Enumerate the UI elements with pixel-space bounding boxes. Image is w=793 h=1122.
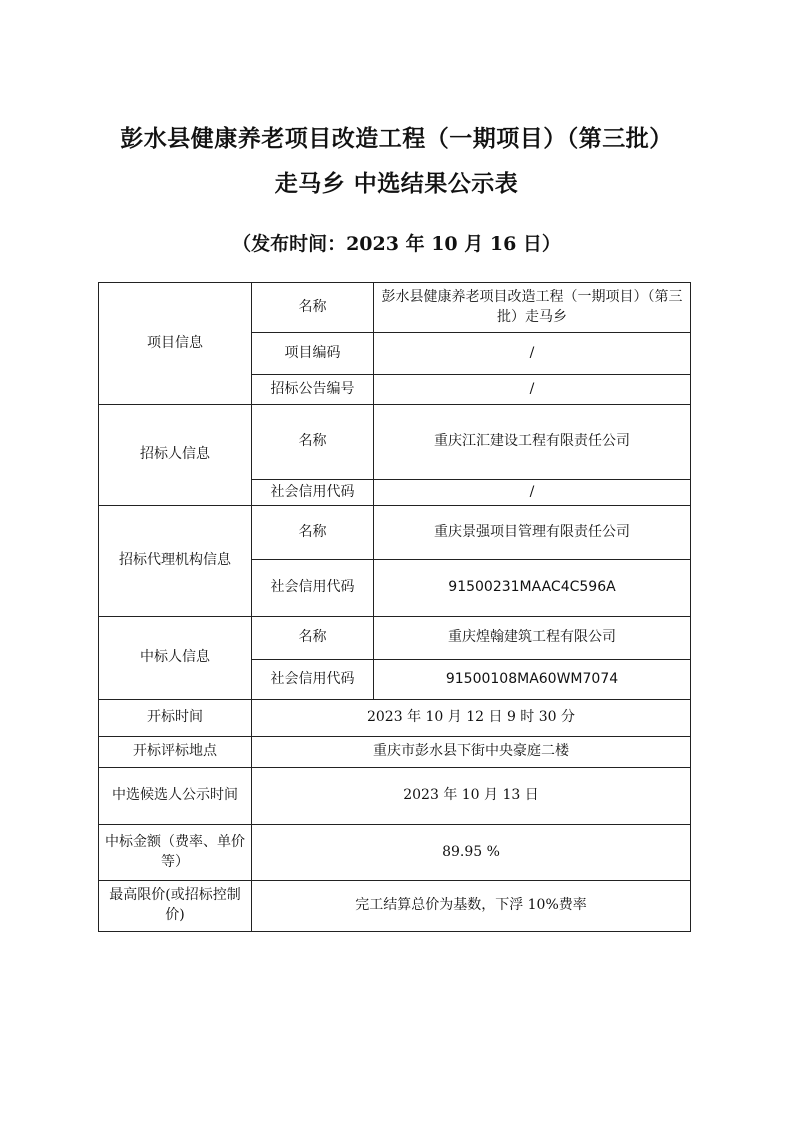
tenderer-name-label: 名称 [252,405,374,480]
open-time-value: 2023 年 10 月 12 日 9 时 30 分 [252,700,691,737]
winner-credit-label: 社会信用代码 [252,660,374,700]
table-row [99,768,691,825]
project-name-value: 彭水县健康养老项目改造工程（一期项目）（第三批）走马乡 [374,283,691,333]
notice-number-label: 招标公告编号 [252,375,374,405]
publicity-time-value: 2023 年 10 月 13 日 [252,768,691,825]
winner-info-label: 中标人信息 [99,617,252,700]
winner-name-label: 名称 [252,617,374,660]
ceiling-price-value: 完工结算总价为基数，下浮 10%费率 [252,881,691,932]
amount-label: 中标金额（费率、单价等） [99,825,252,881]
amount-value: 89.95 % [252,825,691,881]
result-table [98,282,691,932]
table-row [99,881,691,932]
ceiling-price-label: 最高限价(或招标控制价) [99,881,252,932]
project-code-value: / [374,333,691,375]
winner-name-value: 重庆煌翰建筑工程有限公司 [374,617,691,660]
table-row [99,283,691,333]
tenderer-credit-label: 社会信用代码 [252,480,374,506]
table-row [99,825,691,881]
project-name-label: 名称 [252,283,374,333]
project-info-label: 项目信息 [99,283,252,405]
tenderer-info-label: 招标人信息 [99,405,252,506]
document-title-line2: 走马乡 中选结果公示表 [274,171,519,197]
winner-credit-value: 91500108MA60WM7074 [374,660,691,700]
tenderer-credit-value: / [374,480,691,506]
table-row [99,617,691,660]
publicity-time-label: 中选候选人公示时间 [99,768,252,825]
open-place-value: 重庆市彭水县下街中央豪庭二楼 [252,737,691,768]
open-time-label: 开标时间 [99,700,252,737]
tenderer-name-value: 重庆江汇建设工程有限责任公司 [374,405,691,480]
agency-credit-label: 社会信用代码 [252,560,374,617]
agency-info-label: 招标代理机构信息 [99,506,252,617]
table-row [99,737,691,768]
project-code-label: 项目编码 [252,333,374,375]
agency-name-label: 名称 [252,506,374,560]
notice-number-value: / [374,375,691,405]
publish-date: （发布时间：2023 年 10 月 16 日） [232,233,561,255]
table-row [99,405,691,480]
table-row [99,506,691,560]
table-row [99,700,691,737]
open-place-label: 开标评标地点 [99,737,252,768]
document-title-line1: 彭水县健康养老项目改造工程（一期项目）（第三批） [120,126,673,152]
agency-name-value: 重庆景强项目管理有限责任公司 [374,506,691,560]
agency-credit-value: 91500231MAAC4C596A [374,560,691,617]
